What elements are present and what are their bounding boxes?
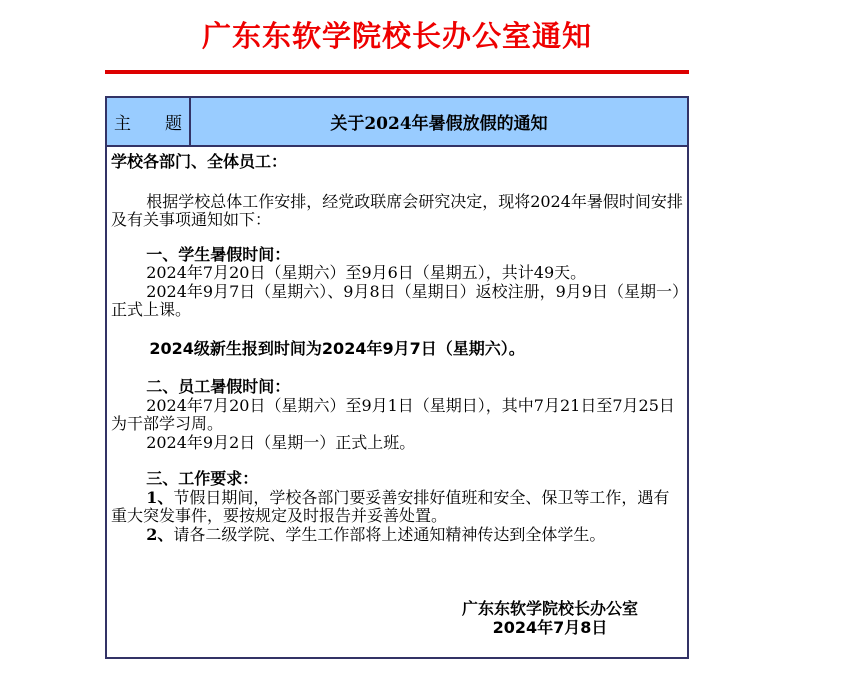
title-divider-rule [105,70,689,74]
signature-org: 广东东软学院校长办公室 [461,599,638,618]
subject-value-cell: 关于2024年暑假放假的通知 [330,114,548,134]
section1-line1: 2024年7月20日（星期六）至9月6日（星期五），共计49天。 [146,263,587,282]
section3-item1 [111,489,683,526]
greeting-line: 学校各部门、全体员工： [111,152,288,171]
signature-date: 2024年7月8日 [492,617,608,637]
section3-item2 [111,526,683,545]
section2-heading: 二、员工暑假时间： [146,377,291,396]
page-title: 广东东软学院校长办公室通知 [201,19,592,53]
section1-line2: 2024年9月7日（星期六）、9月8日（星期日）返校注册，9月9日（星期一）正式上课。 [111,281,680,319]
intro-paragraph: 根据学校总体工作安排，经党政联席会研究决定，现将2024年暑假时间安排及有关事项通知如下： [111,191,683,229]
section3-heading: 三、工作要求： [146,469,259,488]
section3-item2-text: 请各二级学院、学生工作部将上述通知精神传达到全体学生。 [173,524,606,544]
section1-heading: 一、学生暑假时间： [146,244,291,264]
section3-item1-number: 1、 [146,487,174,507]
subject-header-row [107,98,687,147]
notice-document [105,0,689,659]
section3-item1-text: 节假日期间，学校各部门要妥善安排好值班和安全、保卫等工作，遇有重大突发事件，要按规定及时报告并妥善处置。 [111,487,670,525]
signature-block [435,600,665,637]
section2-line1: 2024年7月20日（星期六）至9月1日（星期日），其中7月21日至7月25日为干部学习周。 [111,395,675,433]
notice-table [105,96,689,659]
section3-item2-number: 2、 [146,524,174,544]
notice-body-cell [107,147,687,657]
subject-label-cell: 主 题 [107,98,191,145]
section2-line2: 2024年9月2日（星期一）正式上班。 [146,432,416,452]
freshman-report-line: 2024级新生报到时间为2024年9月7日（星期六）。 [149,338,525,358]
